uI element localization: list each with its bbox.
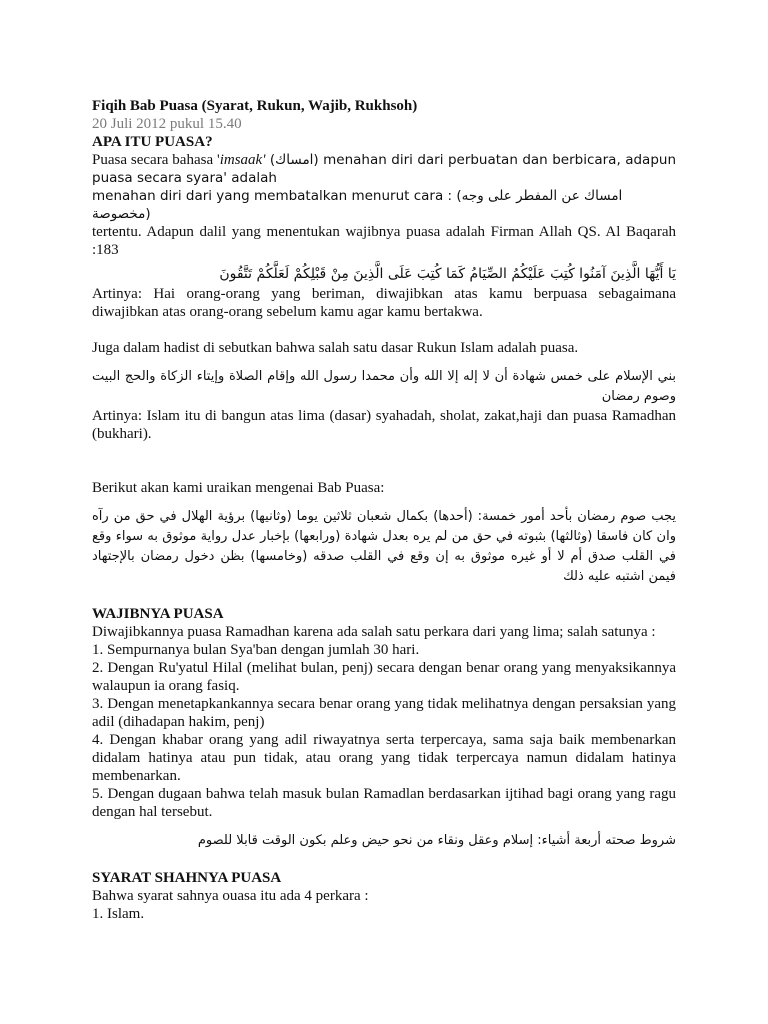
list-item: 3. Dengan menetapkankannya secara benar orang yang tidak melihatnya dengan persaksian yang adil (dihadapan hakim, penj) bbox=[92, 696, 676, 730]
bab-arabic: يجب صوم رمضان بأحد أمور خمسة: (أحدها) بكمال شعبان ثلاثين يوما (وثانيها) برؤية الهلال في حق من رآه وان كان فاسقا (وثالثها) بثبوته في حق من لم يره بعدل شهادة (ورابعها) بإخبار عدل رواية موثوق به سواء وقع في القلب صدق أم لا أو غيره موثوق به إن وقع في القلب صدقه (وخامسها) بظن دخول رمضان بالإجتهاد فيمن اشتبه عليه ذلك bbox=[92, 509, 676, 584]
document-page bbox=[92, 97, 676, 923]
list-item: 1. Islam. bbox=[92, 906, 145, 922]
wajib-intro: Diwajibkannya puasa Ramadhan karena ada salah satu perkara dari yang lima; salah satunya : bbox=[92, 624, 656, 640]
paragraph-dalil: tertentu. Adapun dalil yang menentukan wajibnya puasa adalah Firman Allah QS. Al Baqarah :183 bbox=[92, 224, 676, 258]
bab-intro: Berikut akan kami uraikan mengenai Bab Puasa: bbox=[92, 480, 385, 496]
syarat-intro: Bahwa syarat sahnya ouasa itu ada 4 perkara : bbox=[92, 888, 369, 904]
list-item: 4. Dengan khabar orang yang adil riwayatnya serta terpercaya, sama saja baik membenarkan didalam hatinya atau pun tidak, atau orang yang tidak terpercaya namun didalam hatinya membenarkan. bbox=[92, 732, 676, 784]
paragraph-definition-syara: menahan diri dari yang membatalkan menurut cara : (امساك عن المفطر على وجه مخصوصة) bbox=[92, 188, 623, 222]
hadist-meaning: Artinya: Islam itu di bangun atas lima (dasar) syahadah, sholat, zakat,haji dan puasa Ramadhan (bukhari). bbox=[92, 408, 676, 442]
heading-apa-itu-puasa: APA ITU PUASA? bbox=[92, 134, 213, 150]
ayah-meaning: Artinya: Hai orang-orang yang beriman, diwajibkan atas kamu berpuasa sebagaimana diwajibkan atas orang-orang sebelum kamu agar kamu bertakwa. bbox=[92, 286, 676, 320]
hadist-arabic: بني الإسلام على خمس شهادة أن لا إله إلا الله وأن محمدا رسول الله وإقام الصلاة وإيتاء الزكاة والحج البيت وصوم رمضان bbox=[92, 369, 676, 404]
list-item: 2. Dengan Ru'yatul Hilal (melihat bulan, penj) secara dengan benar orang yang menyaksikannya walaupun ia orang fasiq. bbox=[92, 660, 676, 694]
ayah-arabic: يَا أَيُّهَا الَّذِينَ آمَنُوا كُتِبَ عَلَيْكُمُ الصِّيَامُ كَمَا كُتِبَ عَلَى الَّذِينَ مِنْ قَبْلِكُمْ لَعَلَّكُمْ تَتَّقُونَ bbox=[219, 266, 676, 282]
hadist-intro: Juga dalam hadist di sebutkan bahwa salah satu dasar Rukun Islam adalah puasa. bbox=[92, 340, 579, 356]
heading-wajibnya-puasa: WAJIBNYA PUASA bbox=[92, 606, 224, 622]
article-title: Fiqih Bab Puasa (Syarat, Rukun, Wajib, Rukhsoh) bbox=[92, 98, 418, 114]
paragraph-definition-language: Puasa secara bahasa 'imsaak' (امساك) menahan diri dari perbuatan dan berbicara, adapun puasa secara syara' adalah bbox=[92, 152, 677, 186]
list-item: 1. Sempurnanya bulan Sya'ban dengan jumlah 30 hari. bbox=[92, 642, 420, 658]
list-item: 5. Dengan dugaan bahwa telah masuk bulan Ramadlan berdasarkan ijtihad bagi orang yang ragu dengan hal tersebut. bbox=[92, 786, 676, 820]
article-date: 20 Juli 2012 pukul 15.40 bbox=[92, 116, 242, 132]
heading-syarat-shahnya-puasa: SYARAT SHAHNYA PUASA bbox=[92, 870, 282, 886]
syarat-arabic: شروط صحته أربعة أشياء: إسلام وعقل ونقاء من نحو حيض وعلم بكون الوقت قابلا للصوم bbox=[197, 833, 676, 848]
